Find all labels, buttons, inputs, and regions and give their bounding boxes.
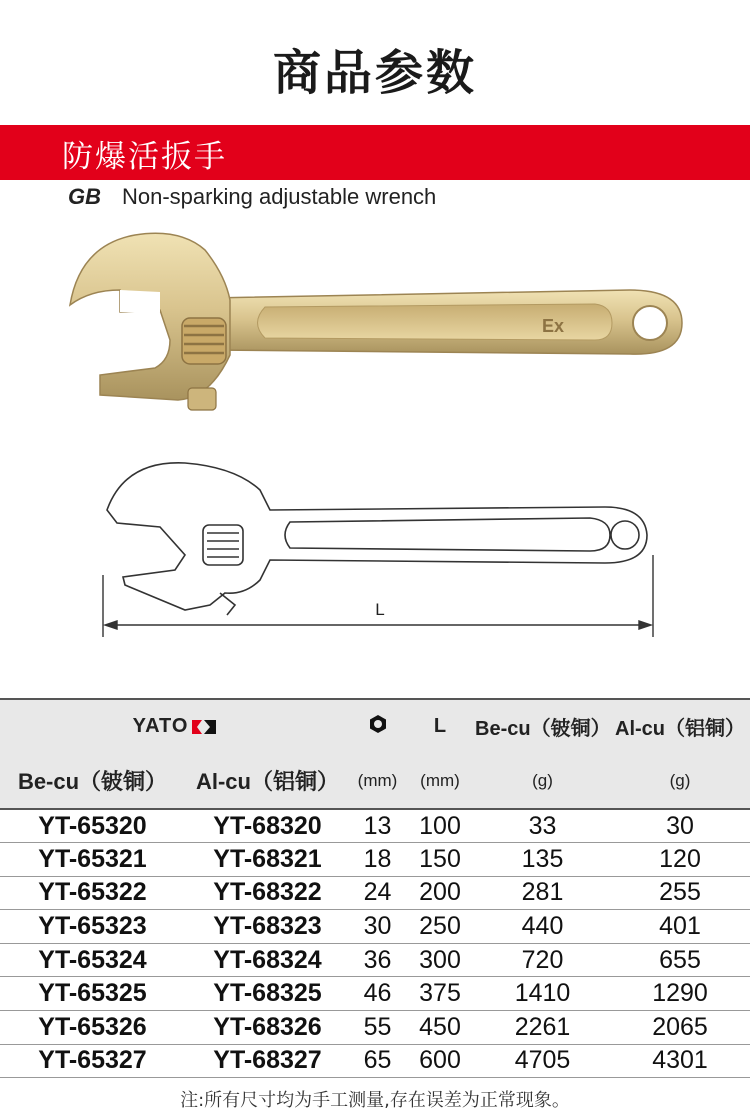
length-cell: 300 (419, 945, 461, 974)
opening-cell: 65 (363, 1046, 392, 1075)
logo-text: YATO (132, 715, 189, 737)
banner-text: 防爆活扳手 (62, 139, 227, 175)
becu-model-cell: YT-65326 (38, 1012, 147, 1041)
table-row (0, 1044, 750, 1078)
becu-model-cell: YT-65324 (38, 945, 147, 974)
becu-weight-cell: 281 (521, 878, 564, 907)
table-row (0, 809, 750, 843)
becu-model-cell: YT-65322 (38, 878, 147, 907)
alcu-weight-cell: 255 (659, 878, 701, 907)
table-row (0, 876, 750, 910)
length-cell: 450 (419, 1012, 461, 1041)
becu-model-cell: YT-65323 (38, 912, 147, 941)
footnote: 注:所有尺寸均为手工测量,存在误差为正常现象。 (180, 1090, 570, 1111)
becu-model-header: Be-cu（铍铜） (17, 769, 168, 794)
table-row (0, 1011, 750, 1045)
becu-model-cell: YT-65327 (38, 1046, 147, 1075)
table-row (0, 977, 750, 1011)
hex-header (350, 699, 405, 753)
opening-unit: (mm) (357, 770, 398, 790)
table-row (0, 843, 750, 877)
product-name-banner (0, 125, 750, 180)
standard-code: GB (68, 184, 101, 209)
opening-cell: 46 (363, 979, 392, 1008)
length-cell: 375 (419, 979, 461, 1008)
alcu-weight-cell: 655 (659, 945, 701, 974)
hex-nut-icon (368, 714, 388, 734)
becu-weight-cell: 4705 (514, 1046, 571, 1075)
alcu-weight-cell: 120 (659, 844, 701, 873)
table-row (0, 943, 750, 977)
becu-model-cell: YT-65325 (38, 979, 147, 1008)
spec-table (0, 698, 750, 1078)
becu-weight-cell: 1410 (514, 979, 571, 1008)
header-row-bottom (0, 753, 750, 809)
alcu-model-cell: YT-68322 (213, 878, 322, 907)
alcu-model-cell: YT-68326 (213, 1012, 322, 1041)
length-cell: 150 (419, 844, 461, 873)
becu-model-cell: YT-65321 (38, 844, 147, 873)
alcu-model-cell: YT-68324 (213, 945, 322, 974)
length-cell: 600 (419, 1046, 461, 1075)
becu-weight-cell: 440 (521, 912, 564, 941)
opening-cell: 18 (363, 844, 392, 873)
alcu-weight-cell: 30 (666, 811, 694, 840)
alcu-weight-cell: 4301 (652, 1046, 708, 1075)
dimension-label: L (375, 600, 385, 619)
opening-cell: 55 (363, 1012, 392, 1041)
wrench-outline-drawing (95, 455, 665, 645)
product-subtitle (68, 184, 436, 210)
length-cell: 250 (419, 912, 461, 941)
logo-mark-icon (191, 718, 217, 736)
wrench-photo (60, 220, 690, 430)
english-name: Non-sparking adjustable wrench (122, 184, 437, 209)
yato-logo (133, 715, 218, 738)
worm-screw (182, 318, 226, 364)
alcu-weight-cell: 401 (659, 912, 701, 941)
becu-weight-cell: 2261 (514, 1012, 571, 1041)
becu-model-cell: YT-65320 (38, 811, 147, 840)
becu-weight-cell: 720 (521, 945, 564, 974)
alcu-model-cell: YT-68320 (213, 811, 322, 840)
alcu-weight-header: Al-cu（铝铜） (615, 718, 745, 740)
brand-logo-cell (0, 699, 350, 753)
opening-cell: 13 (363, 811, 392, 840)
length-cell: 100 (419, 811, 461, 840)
alcu-model-cell: YT-68321 (213, 844, 322, 873)
length-unit: (mm) (420, 770, 460, 790)
length-header: L (433, 715, 447, 737)
alcu-model-cell: YT-68323 (213, 912, 322, 941)
alcu-weight-cell: 2065 (652, 1012, 708, 1041)
alcu-weight-cell: 1290 (652, 979, 708, 1008)
opening-cell: 24 (363, 878, 392, 907)
dimension-line-L (103, 555, 653, 637)
opening-cell: 30 (363, 912, 392, 941)
opening-cell: 36 (363, 945, 392, 974)
becu-weight-header: Be-cu（铍铜） (475, 718, 611, 740)
becu-weight-unit: (g) (532, 770, 553, 790)
page-title: 商品参数 (272, 45, 477, 101)
alcu-model-cell: YT-68325 (213, 979, 322, 1008)
table-row (0, 910, 750, 944)
length-cell: 200 (419, 878, 461, 907)
alcu-model-cell: YT-68327 (213, 1046, 322, 1075)
becu-weight-cell: 135 (521, 844, 564, 873)
ex-mark: Ex (542, 316, 565, 336)
alcu-weight-unit: (g) (669, 770, 691, 790)
header-row-top (0, 699, 750, 753)
becu-weight-cell: 33 (528, 811, 557, 840)
alcu-model-header: Al-cu（铝铜） (195, 769, 339, 794)
